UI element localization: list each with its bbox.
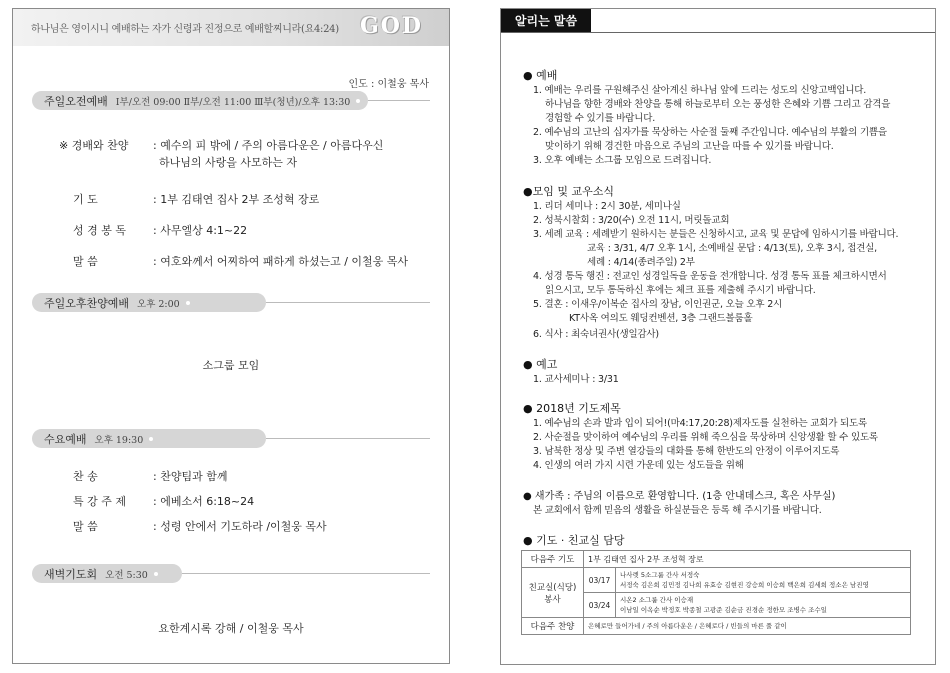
group-members: 서정숙 김은희 김민정 김나희 유효승 김현진 강승희 이승희 백은희 김세희 정소은 남진영	[620, 581, 869, 589]
divider	[368, 100, 430, 101]
dot-icon	[356, 99, 360, 103]
meetings-line: 4. 성경 통독 행진 : 전교인 성경일독을 운동을 전개합니다. 성경 통독 표를 체크하시면서	[533, 271, 887, 282]
newcomer-heading: ● 새가족 : 주님의 이름으로 환영합니다. (1층 안내데스크, 혹은 사무실)	[523, 491, 836, 502]
section-title: 새벽기도회	[44, 567, 98, 581]
worship-line: 맞이하기 위해 경건한 마음으로 주님의 고난을 따를 수 있기를 바랍니다.	[545, 141, 834, 152]
order-label: 찬 송	[73, 470, 98, 483]
section-morning-worship	[32, 91, 368, 110]
group-members: 이남일 이옥순 박정호 박종철 고광준 김순금 진경순 정한모 조병수 조수일	[620, 606, 827, 614]
preview-heading: ● 예고	[523, 358, 558, 371]
meetings-line: 5. 결혼 : 이새우/이복순 집사의 장남, 이인권군, 오늘 오후 2시	[533, 299, 783, 310]
prayer-line: 2. 사순절을 맞이하여 예수님의 우리를 위해 죽으심을 묵상하며 신앙생활 할 수 있도록	[533, 432, 878, 443]
worship-line: 1. 예배는 우리를 구원해주신 살아계신 하나님 앞에 드리는 성도의 신앙고백입니다.	[533, 85, 867, 96]
order-value: : 여호와께서 어찌하여 패하게 하셨는고 / 이철웅 목사	[153, 255, 409, 268]
section-afternoon-worship	[32, 293, 266, 312]
order-value: : 찬양팀과 함께	[153, 470, 228, 483]
dot-icon	[149, 437, 153, 441]
fellowship-members	[616, 568, 911, 593]
section-time: 오전 5:30	[105, 569, 148, 581]
meetings-line: 2. 성북시찰회 : 3/20(수) 오전 11시, 머릿돌교회	[533, 215, 730, 226]
order-value: : 성령 안에서 기도하라 /이철웅 목사	[153, 520, 327, 533]
order-value: : 사무엘상 4:1~22	[153, 224, 248, 237]
order-value: 하나님의 사랑을 사모하는 자	[159, 156, 298, 169]
table-row	[522, 551, 911, 568]
god-logo: GOD	[359, 13, 423, 39]
worship-line: 하나님을 향한 경배와 찬양을 통해 하늘로부터 오는 풍성한 은혜와 기쁨 그리고 감격을	[545, 99, 891, 110]
section-title: 주일오전예배	[44, 94, 108, 108]
worship-line: 경험할 수 있기를 바랍니다.	[545, 113, 656, 124]
fellowship-date: 03/17	[584, 568, 616, 593]
order-of-worship-panel	[12, 8, 450, 664]
banner-verse: 하나님은 영이시니 예배하는 자가 신령과 진정으로 예배할찌니라(요4:24)	[31, 24, 339, 35]
dawn-content: 요한계시록 강해 / 이철웅 목사	[158, 622, 304, 635]
section-time: Ⅰ부/오전 09:00 Ⅱ부/오전 11:00 Ⅲ부(청년)/오후 13:30	[115, 96, 351, 108]
scripture-banner	[13, 9, 449, 46]
section-title: 주일오후찬양예배	[44, 296, 130, 310]
fellowship-label: 친교실(식당) 봉사	[522, 568, 584, 618]
duty-heading: ● 기도 · 친교실 담당	[523, 534, 625, 547]
section-wednesday-worship	[32, 429, 266, 448]
prayer-line: 1. 예수님의 손과 발과 입이 되어!(마4:17,20:28)제자도를 실천하는 교회가 되도록	[533, 418, 867, 429]
prayer-heading: ● 2018년 기도제목	[523, 402, 621, 415]
order-label: ※ 경배와 찬양	[59, 139, 129, 152]
order-row	[73, 253, 408, 269]
order-row	[59, 137, 383, 153]
group-leader: 시온2 소그룹 간사 이승재	[620, 596, 694, 604]
worship-heading: ● 예배	[523, 69, 558, 82]
preview-line: 1. 교사세미나 : 3/31	[533, 374, 619, 385]
divider	[182, 573, 430, 574]
order-row	[73, 191, 319, 207]
order-label: 말 씀	[73, 520, 98, 533]
section-dawn-prayer	[32, 564, 182, 583]
dot-icon	[186, 301, 190, 305]
meetings-line: 세례 : 4/14(종려주일) 2부	[587, 257, 695, 268]
fellowship-members	[616, 593, 911, 618]
header-rule	[501, 32, 935, 33]
prayer-line: 3. 남북한 정상 및 주변 열강들의 대화를 통해 한반도의 안정이 이루어지도록	[533, 446, 840, 457]
dot-icon	[154, 572, 158, 576]
meetings-line: 6. 식사 : 최숙녀권사(생일감사)	[533, 329, 659, 340]
fellowship-date: 03/24	[584, 593, 616, 618]
section-title: 수요예배	[44, 432, 87, 446]
duty-table	[521, 550, 911, 635]
table-row	[522, 568, 911, 593]
afternoon-content: 소그룹 모임	[202, 359, 260, 372]
order-label: 말 씀	[73, 255, 98, 268]
order-row	[159, 154, 297, 170]
meetings-line: 읽으시고, 모두 통독하신 후에는 체크 표를 제출해 주시기 바랍니다.	[545, 285, 816, 296]
next-praise-label: 다음주 찬양	[522, 618, 584, 635]
meetings-line: KT사옥 여의도 웨딩컨벤션, 3층 그랜드볼룸홀	[569, 313, 753, 324]
divider	[266, 302, 430, 303]
meetings-line: 3. 세례 교육 : 세례받기 원하시는 분들은 신청하시고, 교육 및 문답에 임하시기를 바랍니다.	[533, 229, 899, 240]
next-praise-value: 은혜로만 들어가네 / 주의 아름다운은 / 은혜로다 / 빈들의 마른 풀 같이	[584, 618, 911, 635]
order-value: : 1부 김태연 집사 2부 조성혁 장로	[153, 193, 320, 206]
order-row	[73, 518, 327, 534]
meetings-line: 교육 : 3/31, 4/7 오후 1시, 소예배실 문답 : 4/13(토), 오후 3시, 접견실,	[587, 243, 877, 254]
order-row	[73, 468, 227, 484]
group-leader: 나사렛 5소그룹 간사 서정숙	[620, 571, 700, 579]
order-label: 특 강 주 제	[73, 495, 126, 508]
section-time: 오후 19:30	[94, 434, 144, 446]
order-label: 기 도	[73, 193, 98, 206]
order-label: 성 경 봉 독	[73, 224, 126, 237]
section-time: 오후 2:00	[137, 298, 180, 310]
order-value: : 에베소서 6:18~24	[153, 495, 255, 508]
next-prayer-value: 1부 김태연 집사 2부 조성혁 장로	[584, 551, 911, 568]
newcomer-line: 본 교회에서 함께 믿음의 생활을 하실분들은 등록 해 주시기를 바랍니다.	[533, 505, 822, 516]
next-prayer-label: 다음주 기도	[522, 551, 584, 568]
worship-line: 2. 예수님의 고난의 십자가를 묵상하는 사순절 둘째 주간입니다. 예수님의 부활의 기쁨을	[533, 127, 887, 138]
order-row	[73, 493, 254, 509]
worship-leader: 인도 : 이철웅 목사	[348, 79, 429, 90]
divider	[266, 438, 430, 439]
worship-line: 3. 오후 예배는 소그룹 모임으로 드려집니다.	[533, 155, 712, 166]
announcements-panel	[500, 8, 936, 665]
meetings-line: 1. 리더 세미나 : 2시 30분, 세미나실	[533, 201, 681, 212]
announcements-header: 알리는 말씀	[501, 9, 591, 32]
order-value: : 예수의 피 밖에 / 주의 아름다운은 / 아름다우신	[153, 139, 384, 152]
table-row	[522, 618, 911, 635]
order-row	[73, 222, 247, 238]
prayer-line: 4. 인생의 여러 가지 시련 가운데 있는 성도들을 위해	[533, 460, 744, 471]
meetings-heading: ●모임 및 교우소식	[523, 185, 614, 198]
